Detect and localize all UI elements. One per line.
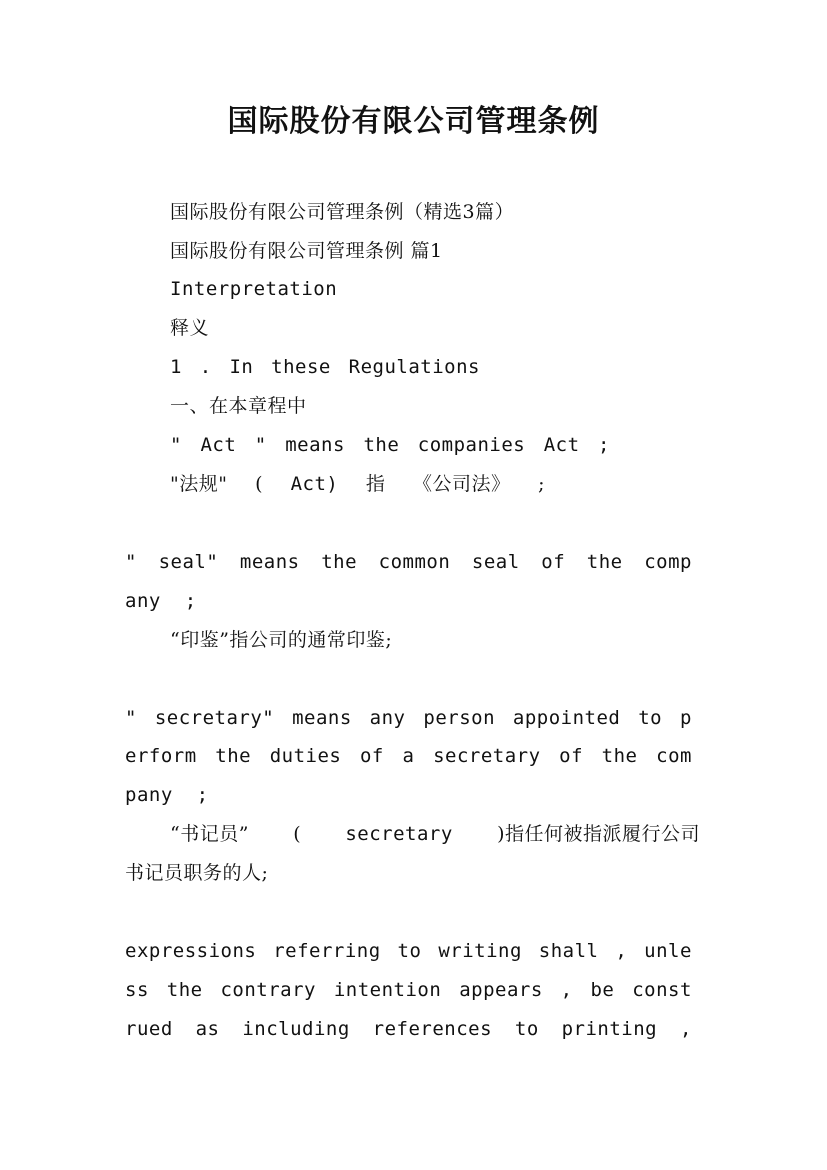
word: the: [166, 979, 203, 1001]
secretary-en-line-2: [125, 741, 692, 771]
word: rued: [125, 1018, 173, 1040]
seal-zh: “印鉴”指公司的通常印鉴;: [170, 629, 393, 651]
word: the: [586, 551, 623, 573]
word: .: [199, 356, 212, 378]
section-heading: 国际股份有限公司管理条例 篇1: [170, 240, 443, 262]
word: be: [590, 979, 615, 1001]
word: 1: [170, 356, 182, 378]
secretary-en-line-1: [125, 703, 692, 733]
act-zh-line: [170, 469, 545, 499]
word: ": [170, 434, 182, 456]
word: ;: [598, 434, 610, 456]
word: to: [397, 940, 422, 962]
word: Act: [543, 434, 580, 456]
word: ": [254, 434, 267, 456]
word: "法规": [170, 473, 228, 495]
word: appears: [459, 979, 543, 1001]
expressions-line-1: [125, 936, 692, 966]
word: 指: [365, 473, 386, 495]
word: (: [255, 473, 263, 495]
word: including: [242, 1018, 350, 1040]
word: (: [293, 823, 302, 845]
word: 《公司法》: [413, 473, 511, 495]
document-title: 国际股份有限公司管理条例: [227, 104, 600, 139]
word: the: [215, 745, 252, 767]
word: any: [369, 707, 406, 729]
word: contrary: [220, 979, 316, 1001]
expressions-line-3: [125, 1014, 692, 1044]
word: “书记员”: [170, 823, 249, 845]
word: secretary": [154, 707, 275, 729]
word: references: [372, 1018, 493, 1040]
seal-en-line-2: any ;: [125, 590, 197, 612]
word: const: [632, 979, 692, 1001]
word: ": [125, 707, 137, 729]
word: appointed: [512, 707, 621, 729]
word: referring: [273, 940, 381, 962]
word: the: [321, 551, 358, 573]
word: comp: [644, 551, 692, 573]
word: ;: [538, 473, 545, 495]
word: means: [285, 434, 345, 456]
word: companies: [417, 434, 526, 456]
word: means: [239, 551, 300, 573]
word: the: [601, 745, 638, 767]
word: a: [402, 745, 415, 767]
word: the: [363, 434, 400, 456]
secretary-zh-line-2: 书记员职务的人;: [125, 862, 269, 884]
word: ,: [615, 940, 628, 962]
word: p: [679, 707, 692, 729]
seal-en-line-1: [125, 547, 692, 577]
item1-zh: 一、在本章程中: [170, 395, 307, 417]
word: to: [638, 707, 663, 729]
item1-en-line: [170, 352, 480, 382]
secretary-en-line-3: pany ;: [125, 784, 209, 806]
word: ": [125, 551, 137, 573]
word: erform: [125, 745, 197, 767]
word: seal: [471, 551, 520, 573]
word: ,: [679, 1018, 692, 1040]
interpretation-en: Interpretation: [170, 278, 338, 300]
word: Act: [200, 434, 237, 456]
interpretation-zh: 释义: [170, 317, 210, 339]
word: of: [559, 745, 584, 767]
word: means: [292, 707, 352, 729]
word: printing: [561, 1018, 658, 1040]
word: Regulations: [348, 356, 480, 378]
word: seal": [158, 551, 219, 573]
word: common: [378, 551, 451, 573]
word: expressions: [125, 940, 257, 962]
word: writing: [438, 940, 522, 962]
word: as: [195, 1018, 220, 1040]
word: Act): [290, 473, 339, 495]
word: person: [423, 707, 496, 729]
word: In: [229, 356, 254, 378]
word: secretary: [345, 823, 453, 845]
word: intention: [333, 979, 442, 1001]
act-en-line: [170, 430, 610, 460]
secretary-zh-line-1: [170, 819, 700, 849]
word: duties: [269, 745, 342, 767]
word: com: [656, 745, 692, 767]
expressions-line-2: [125, 975, 692, 1005]
word: of: [541, 551, 566, 573]
word: secretary: [433, 745, 541, 767]
word: these: [271, 356, 331, 378]
word: to: [514, 1018, 539, 1040]
subtitle: 国际股份有限公司管理条例（精选3篇）: [170, 201, 515, 223]
word: )指任何被指派履行公司: [497, 823, 700, 845]
word: ,: [560, 979, 573, 1001]
word: unle: [644, 940, 692, 962]
word: ss: [125, 979, 149, 1001]
word: shall: [538, 940, 599, 962]
word: of: [359, 745, 384, 767]
